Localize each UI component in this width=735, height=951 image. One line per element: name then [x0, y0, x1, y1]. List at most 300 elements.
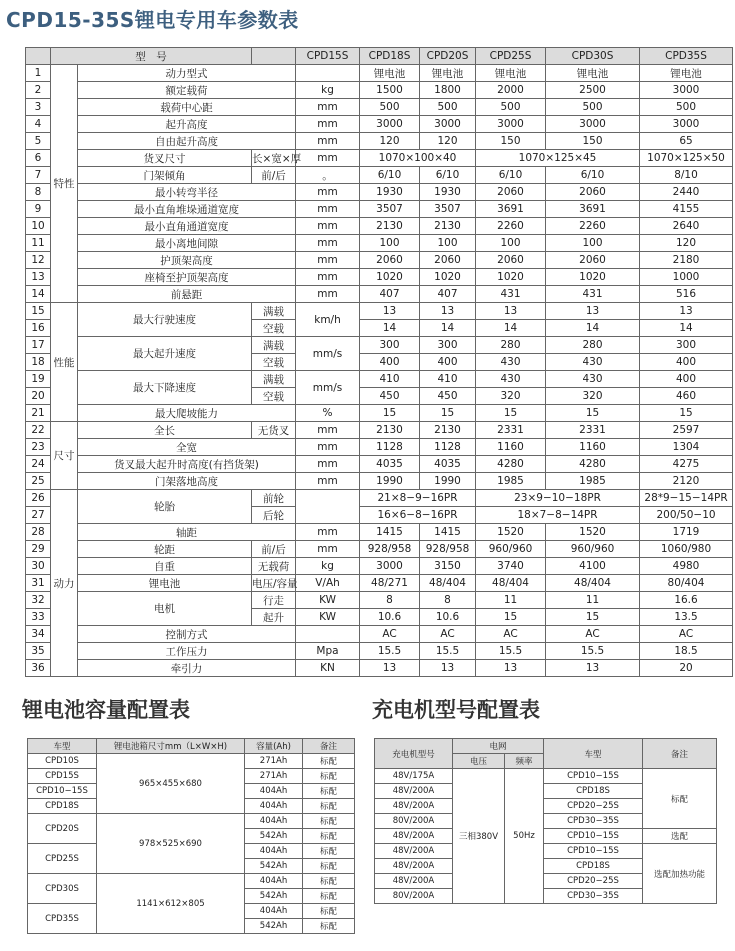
- row-number: 32: [26, 592, 51, 609]
- row-number: 35: [26, 643, 51, 660]
- table-row: [26, 405, 733, 422]
- value-cell: 20: [640, 660, 733, 677]
- value-cell: AC: [420, 626, 476, 643]
- header-cell: 锂电池箱尺寸mm（L×W×H): [97, 739, 245, 754]
- value-cell: 13: [476, 303, 546, 320]
- row-number: 36: [26, 660, 51, 677]
- unit-cell: [296, 626, 360, 643]
- table-row: [26, 626, 733, 643]
- value-cell: 1160: [546, 439, 640, 456]
- item-label: 全长: [78, 422, 252, 439]
- header-cell: 备注: [303, 739, 355, 754]
- value-cell: 407: [420, 286, 476, 303]
- unit-cell: mm: [296, 422, 360, 439]
- value-cell: 4280: [476, 456, 546, 473]
- battery-size: 978×525×690: [97, 814, 245, 874]
- value-cell: 1020: [360, 269, 420, 286]
- table-cell: [26, 48, 51, 65]
- value-cell: 65: [640, 133, 733, 150]
- value-cell: 13: [546, 660, 640, 677]
- charger-model: 48V/200A: [375, 784, 453, 799]
- value-cell: 3000: [420, 116, 476, 133]
- header-model: CPD25S: [476, 48, 546, 65]
- note-cell: 标配: [303, 829, 355, 844]
- value-cell: 500: [546, 99, 640, 116]
- value-cell: 15.5: [420, 643, 476, 660]
- row-number: 24: [26, 456, 51, 473]
- value-cell: 14: [360, 320, 420, 337]
- header-model: CPD20S: [420, 48, 476, 65]
- note-cell: 标配: [303, 799, 355, 814]
- header-cell: 电网: [453, 739, 544, 754]
- header-cell: 备注: [643, 739, 717, 769]
- value-cell: 2440: [640, 184, 733, 201]
- table-row: [26, 133, 733, 150]
- table-row: [26, 82, 733, 99]
- value-cell: 13: [640, 303, 733, 320]
- value-cell: 2130: [360, 218, 420, 235]
- value-cell: 13: [546, 303, 640, 320]
- unit-cell: mm: [296, 184, 360, 201]
- value-cell: 1990: [360, 473, 420, 490]
- value-cell: 15.5: [360, 643, 420, 660]
- charger-model: 80V/200A: [375, 889, 453, 904]
- battery-capacity: 404Ah: [245, 844, 303, 859]
- truck-model: CPD20S: [28, 814, 97, 844]
- note-cell: 标配: [303, 874, 355, 889]
- value-cell: 500: [640, 99, 733, 116]
- table-row: [26, 184, 733, 201]
- value-cell: 6/10: [546, 167, 640, 184]
- header-cell: 车型: [28, 739, 97, 754]
- value-cell: 8: [360, 592, 420, 609]
- value-cell: 6/10: [360, 167, 420, 184]
- value-cell: 13.5: [640, 609, 733, 626]
- charger-model: 48V/200A: [375, 829, 453, 844]
- unit-cell: mm: [296, 116, 360, 133]
- unit-cell: KW: [296, 609, 360, 626]
- item-label: 起升高度: [78, 116, 296, 133]
- value-cell: 280: [476, 337, 546, 354]
- truck-model: CPD30S: [28, 874, 97, 904]
- value-cell: 48/404: [476, 575, 546, 592]
- table-row: [26, 371, 733, 388]
- row-number: 22: [26, 422, 51, 439]
- unit-cell: [296, 65, 360, 82]
- value-cell: 48/404: [420, 575, 476, 592]
- unit-cell: %: [296, 405, 360, 422]
- item-label: 全宽: [78, 439, 296, 456]
- value-cell: 500: [360, 99, 420, 116]
- value-cell: 430: [476, 371, 546, 388]
- note-cell: 选配加热功能: [643, 844, 717, 904]
- item-label: 轮胎: [78, 490, 252, 524]
- row-number: 8: [26, 184, 51, 201]
- item-label: 额定载荷: [78, 82, 296, 99]
- header-model: CPD18S: [360, 48, 420, 65]
- value-cell: 锂电池: [640, 65, 733, 82]
- charger-model: 48V/200A: [375, 874, 453, 889]
- value-cell: 4155: [640, 201, 733, 218]
- truck-model: CPD10−15S: [544, 769, 643, 784]
- value-cell: 13: [420, 303, 476, 320]
- value-cell: 锂电池: [546, 65, 640, 82]
- value-cell: 100: [476, 235, 546, 252]
- table-row: [375, 769, 717, 784]
- header-cell: 容量(Ah): [245, 739, 303, 754]
- table-row: [26, 490, 733, 507]
- item-sub-label: 电压/容量: [252, 575, 296, 592]
- charger-model: 48V/200A: [375, 799, 453, 814]
- value-cell: 2130: [360, 422, 420, 439]
- row-number: 14: [26, 286, 51, 303]
- value-cell: 1985: [546, 473, 640, 490]
- value-cell: 13: [360, 660, 420, 677]
- table-row: [26, 99, 733, 116]
- header-model: CPD30S: [546, 48, 640, 65]
- value-cell: 300: [420, 337, 476, 354]
- value-cell: 400: [420, 354, 476, 371]
- spec-table: [25, 47, 733, 677]
- charger-model: 48V/200A: [375, 859, 453, 874]
- item-label: 座椅至护顶架高度: [78, 269, 296, 286]
- value-cell: 14: [420, 320, 476, 337]
- value-cell: 100: [546, 235, 640, 252]
- value-cell: 400: [640, 354, 733, 371]
- note-cell: 标配: [303, 754, 355, 769]
- value-cell: 431: [546, 286, 640, 303]
- value-cell: 4035: [360, 456, 420, 473]
- row-number: 1: [26, 65, 51, 82]
- value-cell: 2060: [476, 184, 546, 201]
- item-label: 最大行驶速度: [78, 303, 252, 337]
- unit-cell: mm: [296, 524, 360, 541]
- value-cell: 1070×125×50: [640, 150, 733, 167]
- item-label: 最小转弯半径: [78, 184, 296, 201]
- item-label: 最小离地间隙: [78, 235, 296, 252]
- item-label: 门架倾角: [78, 167, 252, 184]
- item-sub-label: 后轮: [252, 507, 296, 524]
- value-cell: 3000: [640, 82, 733, 99]
- value-cell: 3150: [420, 558, 476, 575]
- value-cell: AC: [640, 626, 733, 643]
- value-cell: 3507: [360, 201, 420, 218]
- value-cell: 28*9−15−14PR: [640, 490, 733, 507]
- value-cell: AC: [476, 626, 546, 643]
- row-number: 15: [26, 303, 51, 320]
- value-cell: 14: [546, 320, 640, 337]
- item-label: 工作压力: [78, 643, 296, 660]
- value-cell: 3691: [546, 201, 640, 218]
- item-label: 自重: [78, 558, 252, 575]
- value-cell: 3000: [640, 116, 733, 133]
- value-cell: 3691: [476, 201, 546, 218]
- truck-model: CPD15S: [28, 769, 97, 784]
- value-cell: 2331: [546, 422, 640, 439]
- value-cell: 4280: [546, 456, 640, 473]
- note-cell: 标配: [303, 919, 355, 934]
- note-cell: 标配: [303, 904, 355, 919]
- table-row: [26, 524, 733, 541]
- value-cell: 8: [420, 592, 476, 609]
- item-label: 货叉最大起升时高度(有挡货架): [78, 456, 296, 473]
- table-row: [26, 558, 733, 575]
- truck-model: CPD10−15S: [28, 784, 97, 799]
- value-cell: 1985: [476, 473, 546, 490]
- group-label: 特性: [51, 65, 78, 303]
- item-sub-label: 行走: [252, 592, 296, 609]
- battery-capacity: 542Ah: [245, 919, 303, 934]
- unit-cell: mm: [296, 201, 360, 218]
- table-row: [26, 252, 733, 269]
- value-cell: 430: [546, 371, 640, 388]
- unit-cell: mm: [296, 235, 360, 252]
- value-cell: 3000: [360, 116, 420, 133]
- row-number: 30: [26, 558, 51, 575]
- battery-size: 965×455×680: [97, 754, 245, 814]
- value-cell: AC: [546, 626, 640, 643]
- value-cell: 2597: [640, 422, 733, 439]
- table-row: [26, 439, 733, 456]
- item-sub-label: 前/后: [252, 541, 296, 558]
- item-label: 牵引力: [78, 660, 296, 677]
- battery-capacity: 404Ah: [245, 874, 303, 889]
- battery-capacity: 271Ah: [245, 769, 303, 784]
- value-cell: 3740: [476, 558, 546, 575]
- battery-capacity: 404Ah: [245, 814, 303, 829]
- unit-cell: mm: [296, 456, 360, 473]
- value-cell: 431: [476, 286, 546, 303]
- value-cell: 150: [546, 133, 640, 150]
- unit-cell: mm: [296, 286, 360, 303]
- unit-cell: mm: [296, 473, 360, 490]
- value-cell: 1070×100×40: [360, 150, 476, 167]
- unit-cell: mm: [296, 269, 360, 286]
- value-cell: 1020: [476, 269, 546, 286]
- charger-model: 48V/175A: [375, 769, 453, 784]
- row-number: 23: [26, 439, 51, 456]
- row-number: 29: [26, 541, 51, 558]
- value-cell: 3000: [546, 116, 640, 133]
- value-cell: 1930: [420, 184, 476, 201]
- table-row: [26, 422, 733, 439]
- unit-cell: mm: [296, 439, 360, 456]
- row-number: 4: [26, 116, 51, 133]
- header-cell: 车型: [544, 739, 643, 769]
- truck-model: CPD25S: [28, 844, 97, 874]
- value-cell: 100: [360, 235, 420, 252]
- value-cell: 6/10: [476, 167, 546, 184]
- value-cell: 2000: [476, 82, 546, 99]
- value-cell: 320: [476, 388, 546, 405]
- item-label: 自由起升高度: [78, 133, 296, 150]
- row-number: 27: [26, 507, 51, 524]
- table-row: [375, 739, 717, 754]
- item-sub-label: 满载: [252, 371, 296, 388]
- unit-cell: kg: [296, 558, 360, 575]
- value-cell: 1520: [476, 524, 546, 541]
- value-cell: 1060/980: [640, 541, 733, 558]
- value-cell: 15: [360, 405, 420, 422]
- value-cell: 150: [476, 133, 546, 150]
- value-cell: 锂电池: [360, 65, 420, 82]
- item-label: 载荷中心距: [78, 99, 296, 116]
- table-row: [375, 844, 717, 859]
- note-cell: 选配: [643, 829, 717, 844]
- value-cell: 280: [546, 337, 640, 354]
- value-cell: 2180: [640, 252, 733, 269]
- group-label: 动力: [51, 490, 78, 677]
- table-row: [26, 456, 733, 473]
- table-row: [26, 65, 733, 82]
- item-label: 护顶架高度: [78, 252, 296, 269]
- value-cell: 4980: [640, 558, 733, 575]
- value-cell: 2500: [546, 82, 640, 99]
- value-cell: 430: [476, 354, 546, 371]
- value-cell: 锂电池: [420, 65, 476, 82]
- value-cell: 460: [640, 388, 733, 405]
- truck-model: CPD18S: [28, 799, 97, 814]
- table-row: [28, 814, 355, 829]
- header-cell: 频率: [505, 754, 544, 769]
- value-cell: 2060: [420, 252, 476, 269]
- value-cell: 2260: [546, 218, 640, 235]
- item-sub-label: 满载: [252, 303, 296, 320]
- value-cell: 23×9−10−18PR: [476, 490, 640, 507]
- value-cell: 16.6: [640, 592, 733, 609]
- note-cell: 标配: [303, 859, 355, 874]
- value-cell: 15: [476, 609, 546, 626]
- charger-title: 充电机型号配置表: [372, 698, 540, 722]
- value-cell: 120: [640, 235, 733, 252]
- battery-table: [27, 738, 355, 934]
- unit-cell: 。: [296, 167, 360, 184]
- value-cell: 2060: [546, 252, 640, 269]
- table-row: [26, 150, 733, 167]
- item-label: 最大起升速度: [78, 337, 252, 371]
- truck-model: CPD30−35S: [544, 814, 643, 829]
- item-label: 电机: [78, 592, 252, 626]
- value-cell: 21×8−9−16PR: [360, 490, 476, 507]
- value-cell: 11: [546, 592, 640, 609]
- charger-model: 48V/200A: [375, 844, 453, 859]
- row-number: 33: [26, 609, 51, 626]
- value-cell: 1160: [476, 439, 546, 456]
- value-cell: 2060: [546, 184, 640, 201]
- value-cell: 80/404: [640, 575, 733, 592]
- value-cell: 15: [546, 405, 640, 422]
- value-cell: 200/50−10: [640, 507, 733, 524]
- header-model-label: 型 号: [51, 48, 252, 65]
- item-label: 动力型式: [78, 65, 296, 82]
- battery-capacity: 271Ah: [245, 754, 303, 769]
- note-cell: 标配: [303, 844, 355, 859]
- item-sub-label: 空载: [252, 320, 296, 337]
- value-cell: 3000: [360, 558, 420, 575]
- unit-cell: mm: [296, 541, 360, 558]
- value-cell: 3000: [476, 116, 546, 133]
- value-cell: 120: [360, 133, 420, 150]
- table-row: [28, 739, 355, 754]
- row-number: 3: [26, 99, 51, 116]
- value-cell: 2130: [420, 422, 476, 439]
- note-cell: 标配: [303, 814, 355, 829]
- table-row: [26, 116, 733, 133]
- unit-cell: mm: [296, 133, 360, 150]
- value-cell: 15: [476, 405, 546, 422]
- truck-model: CPD20−25S: [544, 799, 643, 814]
- table-row: [26, 660, 733, 677]
- value-cell: 1415: [360, 524, 420, 541]
- group-label: 性能: [51, 303, 78, 422]
- truck-model: CPD35S: [28, 904, 97, 934]
- row-number: 5: [26, 133, 51, 150]
- page-title: CPD15-35S锂电专用车参数表: [6, 8, 299, 32]
- row-number: 31: [26, 575, 51, 592]
- value-cell: 407: [360, 286, 420, 303]
- value-cell: 430: [546, 354, 640, 371]
- battery-capacity: 404Ah: [245, 799, 303, 814]
- value-cell: 1415: [420, 524, 476, 541]
- note-cell: 标配: [643, 769, 717, 829]
- row-number: 16: [26, 320, 51, 337]
- value-cell: 13: [360, 303, 420, 320]
- value-cell: 11: [476, 592, 546, 609]
- value-cell: 10.6: [360, 609, 420, 626]
- unit-cell: mm/s: [296, 337, 360, 371]
- item-label: 轮距: [78, 541, 252, 558]
- item-sub-label: 前/后: [252, 167, 296, 184]
- value-cell: 15: [640, 405, 733, 422]
- item-sub-label: 无载荷: [252, 558, 296, 575]
- value-cell: 928/958: [360, 541, 420, 558]
- value-cell: 10.6: [420, 609, 476, 626]
- row-number: 17: [26, 337, 51, 354]
- value-cell: 4100: [546, 558, 640, 575]
- unit-cell: KN: [296, 660, 360, 677]
- table-row: [26, 201, 733, 218]
- value-cell: 400: [360, 354, 420, 371]
- row-number: 28: [26, 524, 51, 541]
- truck-model: CPD18S: [544, 859, 643, 874]
- value-cell: 6/10: [420, 167, 476, 184]
- header-cell: 充电机型号: [375, 739, 453, 769]
- value-cell: 2640: [640, 218, 733, 235]
- value-cell: 1020: [420, 269, 476, 286]
- row-number: 19: [26, 371, 51, 388]
- item-sub-label: 空载: [252, 354, 296, 371]
- unit-cell: mm: [296, 150, 360, 167]
- value-cell: 2130: [420, 218, 476, 235]
- row-number: 21: [26, 405, 51, 422]
- value-cell: 48/404: [546, 575, 640, 592]
- item-sub-label: 长×宽×厚: [252, 150, 296, 167]
- value-cell: 500: [476, 99, 546, 116]
- table-row: [26, 337, 733, 354]
- truck-model: CPD30−35S: [544, 889, 643, 904]
- item-sub-label: 满载: [252, 337, 296, 354]
- value-cell: 4275: [640, 456, 733, 473]
- battery-title: 锂电池容量配置表: [22, 698, 190, 722]
- unit-cell: mm: [296, 252, 360, 269]
- value-cell: 960/960: [476, 541, 546, 558]
- value-cell: 960/960: [546, 541, 640, 558]
- unit-cell: kg: [296, 82, 360, 99]
- table-row: [28, 874, 355, 889]
- row-number: 20: [26, 388, 51, 405]
- value-cell: 516: [640, 286, 733, 303]
- value-cell: 300: [360, 337, 420, 354]
